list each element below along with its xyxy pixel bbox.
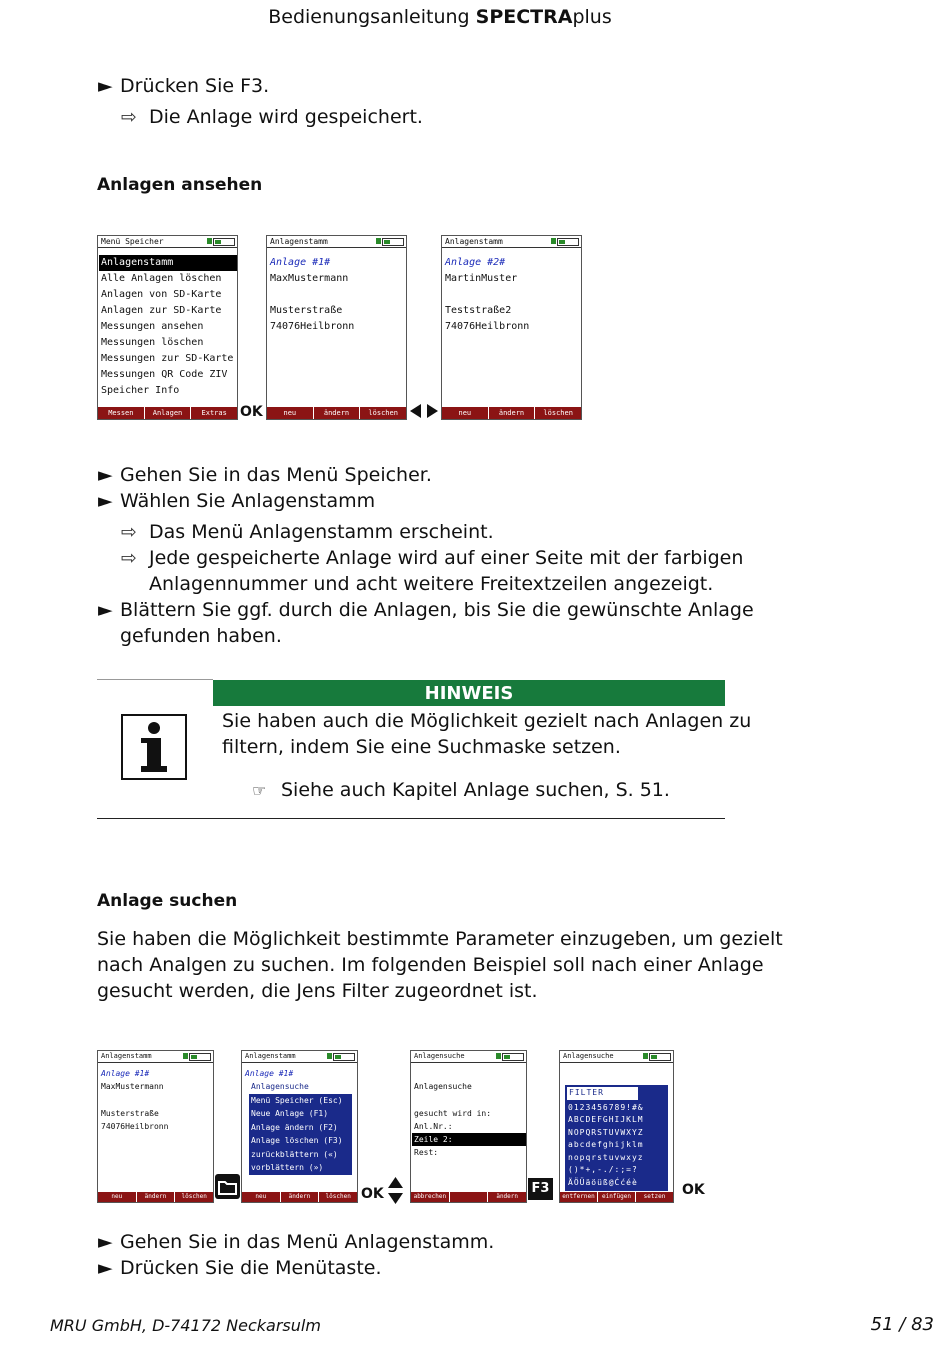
arrow-right-icon: ► [98, 464, 113, 486]
intro-text: nach Analgen zu suchen. Im folgenden Beispiel soll nach einer Anlage [97, 954, 764, 976]
page-header [0, 6, 880, 28]
anlage-line: 74076Heilbronn [445, 321, 530, 332]
hollow-arrow-icon: ⇨ [121, 521, 137, 543]
search-line-selected: Zeile 2: [412, 1133, 526, 1146]
softkey-label: löschen [174, 1192, 213, 1202]
anlage-number: Anlage #2# [445, 257, 506, 268]
arrow-right-icon: ► [98, 490, 113, 512]
softkey-label: Extras [190, 407, 237, 419]
softkey-label: setzen [635, 1192, 673, 1202]
softkey-label: ändern [136, 1192, 175, 1202]
softkey-bar [442, 407, 581, 419]
softkey-label: ändern [280, 1192, 319, 1202]
anlage-line: 74076Heilbronn [270, 321, 355, 332]
popup-menu-item: Anlage ändern (F2) [251, 1122, 338, 1132]
section-title: Anlage suchen [97, 891, 238, 911]
hinweis-reference [252, 777, 670, 804]
step-text: Wählen Sie Anlagenstamm [120, 490, 376, 512]
step-text: Blättern Sie ggf. durch die Anlagen, bis Sie die gewünschte Anlage [120, 599, 754, 621]
softkey-label: Anlagen [144, 407, 191, 419]
arrow-right-icon: ► [98, 599, 113, 621]
result-text: Jede gespeicherte Anlage wird auf einer Seite mit der farbigen [149, 547, 744, 569]
pointing-hand-icon: ☞ [252, 781, 267, 800]
anlage-line: Musterstraße [270, 305, 343, 316]
menu-item: Messungen löschen [101, 337, 204, 348]
softkey-bar [560, 1192, 673, 1202]
action-continuation: gefunden haben. [120, 625, 282, 647]
step-action [98, 462, 432, 488]
step-action [98, 1229, 494, 1255]
anlage-line: Musterstraße [101, 1109, 159, 1118]
filter-input: FILTER [567, 1087, 638, 1100]
device-screen-anlage-1 [266, 235, 407, 420]
device-screen-filter-keyboard [559, 1050, 674, 1203]
screen-title: Anlagenstamm [242, 1051, 357, 1063]
keyboard-row: NOPQRSTUVWXYZ [568, 1127, 644, 1137]
battery-icon [333, 1053, 355, 1061]
divider [97, 679, 213, 680]
ok-key-label: OK [682, 1182, 705, 1198]
keyboard-row: nopqrstuvwxyz [568, 1152, 644, 1162]
softkey-label: ändern [313, 407, 360, 419]
header-suffix: plus [572, 6, 612, 28]
softkey-label: Messen [108, 409, 134, 417]
ok-key-label: OK [361, 1186, 384, 1202]
keyboard-row: abcdefghijklm [568, 1140, 644, 1149]
folder-menu-key-icon [215, 1174, 240, 1199]
screen-title: Anlagensuche [560, 1051, 673, 1063]
plug-icon [376, 238, 381, 244]
menu-item: Alle Anlagen löschen [101, 273, 222, 284]
menu-item: Messungen ansehen [101, 321, 204, 332]
menu-item: Anlagen zur SD-Karte [101, 305, 222, 316]
device-screen-anlagenstamm [97, 1050, 214, 1203]
battery-icon [557, 238, 579, 246]
softkey-label: ändern [487, 1192, 526, 1202]
screen-title: Anlagensuche [411, 1051, 526, 1063]
anlage-line: MaxMustermann [270, 273, 349, 284]
step-action [98, 73, 269, 99]
device-screen-menu-speicher [97, 235, 238, 420]
arrow-right-icon: ► [98, 75, 113, 97]
battery-icon [382, 238, 404, 246]
footer-company: MRU GmbH, D-74172 Neckarsulm [50, 1316, 321, 1335]
anlage-number: Anlage #1# [101, 1069, 150, 1078]
device-screen-anlage-2 [441, 235, 582, 420]
intro-text: gesucht werden, die Jens Filter zugeordnet ist. [97, 980, 538, 1002]
reference-text: Siehe auch Kapitel Anlage suchen, S. 51. [281, 779, 670, 801]
softkey-label: neu [255, 1193, 267, 1200]
softkey-bar [411, 1192, 526, 1202]
popup-menu-item: Menü Speicher (Esc) [251, 1095, 343, 1105]
keyboard-row: ÄÖÜäöüß@Ććéè [568, 1177, 638, 1187]
result-continuation: Anlagennummer und acht weitere Freitextzeilen angezeigt. [149, 573, 714, 595]
keyboard-row: 0123456789!#& [568, 1102, 644, 1112]
page-number: 51 / 83 [870, 1314, 934, 1335]
menu-item: Messungen zur SD-Karte [101, 353, 234, 364]
step-action [98, 488, 375, 514]
hinweis-title: HINWEIS [213, 680, 725, 706]
step-text: Gehen Sie in das Menü Anlagenstamm. [120, 1231, 495, 1253]
header-prefix: Bedienungsanleitung [268, 6, 476, 28]
search-line: Anl.Nr.: [414, 1122, 453, 1131]
step-text: Gehen Sie in das Menü Speicher. [120, 464, 432, 486]
softkey-label: abbrechen [413, 1193, 447, 1200]
anlage-line: 74076Heilbronn [101, 1122, 169, 1131]
anlage-line: Teststraße2 [445, 305, 512, 316]
battery-icon [189, 1053, 211, 1061]
search-line: gesucht wird in: [414, 1109, 492, 1118]
anlage-line: MartinMuster [445, 273, 518, 284]
popup-menu-item: Anlage löschen (F3) [251, 1136, 343, 1145]
step-action [98, 597, 754, 623]
hollow-arrow-icon: ⇨ [121, 547, 137, 569]
softkey-label: löschen [318, 1192, 357, 1202]
ok-key-label: OK [240, 404, 263, 420]
menu-item: Messungen QR Code ZIV [101, 369, 228, 380]
info-icon [121, 714, 187, 780]
softkey-label: löschen [359, 407, 406, 419]
step-action [98, 1255, 382, 1281]
divider [97, 818, 725, 819]
keyboard-row: ()*+,-./:;=? [568, 1165, 638, 1174]
battery-icon [213, 238, 235, 246]
screen-title: Anlagenstamm [267, 236, 406, 248]
softkey-bar [242, 1192, 357, 1202]
arrow-right-icon: ► [98, 1257, 113, 1279]
softkey-bar [98, 407, 237, 419]
softkey-label: einfügen [597, 1192, 635, 1202]
up-down-arrows-icon [388, 1177, 403, 1204]
screen-title: Menü Speicher [98, 236, 237, 248]
softkey-bar [98, 1192, 213, 1202]
on-screen-keyboard [565, 1085, 668, 1191]
hinweis-text: filtern, indem Sie eine Suchmaske setzen. [222, 736, 621, 758]
menu-item: Speicher Info [101, 385, 180, 396]
step-text: Drücken Sie die Menütaste. [120, 1257, 382, 1279]
result-text: Das Menü Anlagenstamm erscheint. [149, 521, 494, 543]
plug-icon [551, 238, 556, 244]
popup-menu-item: Neue Anlage (F1) [251, 1109, 329, 1118]
plug-icon [496, 1053, 501, 1059]
plug-icon [643, 1053, 648, 1059]
step-result [121, 545, 743, 571]
plug-icon [207, 238, 212, 244]
search-line: Anlagensuche [414, 1082, 472, 1091]
popup-menu-item-selected: Anlagensuche [249, 1080, 352, 1094]
softkey-label: entfernen [562, 1193, 595, 1200]
plug-icon [327, 1053, 332, 1059]
result-text: Die Anlage wird gespeichert. [149, 106, 423, 128]
f3-key: F3 [528, 1178, 553, 1200]
arrow-right-icon: ► [98, 1231, 113, 1253]
softkey-label: löschen [534, 407, 581, 419]
anlage-number: Anlage #1# [245, 1069, 294, 1078]
softkey-label: neu [458, 409, 472, 417]
softkey-label: ändern [488, 407, 535, 419]
search-line: Rest: [414, 1148, 439, 1157]
hinweis-text: Sie haben auch die Möglichkeit gezielt nach Anlagen zu [222, 710, 752, 732]
step-text: Drücken Sie F3. [120, 75, 270, 97]
plug-icon [183, 1053, 188, 1059]
battery-icon [502, 1053, 524, 1061]
device-screen-anlagenstamm-menu [241, 1050, 358, 1203]
screen-title: Anlagenstamm [442, 236, 581, 248]
header-brand: SPECTRA [475, 6, 573, 28]
popup-menu-item: zurückblättern («) [251, 1149, 338, 1159]
left-right-arrows-icon [410, 404, 438, 418]
popup-menu-item: vorblättern (») [251, 1163, 324, 1172]
screen-title: Anlagenstamm [98, 1051, 213, 1063]
device-screen-anlagensuche [410, 1050, 527, 1203]
anlage-line: MaxMustermann [101, 1082, 164, 1091]
softkey-label: neu [283, 409, 297, 417]
anlage-number: Anlage #1# [270, 257, 331, 268]
section-title: Anlagen ansehen [97, 175, 263, 195]
softkey-label: neu [111, 1193, 123, 1200]
battery-icon [649, 1053, 671, 1061]
step-result [121, 104, 423, 130]
menu-item: Anlagen von SD-Karte [101, 289, 222, 300]
hollow-arrow-icon: ⇨ [121, 106, 137, 128]
softkey-label [449, 1192, 488, 1202]
step-result [121, 519, 494, 545]
keyboard-row: ABCDEFGHIJKLM [568, 1115, 644, 1124]
menu-item-selected: Anlagenstamm [99, 255, 237, 271]
popup-menu [248, 1079, 353, 1176]
softkey-bar [267, 407, 406, 419]
intro-text: Sie haben die Möglichkeit bestimmte Parameter einzugeben, um gezielt [97, 928, 783, 950]
